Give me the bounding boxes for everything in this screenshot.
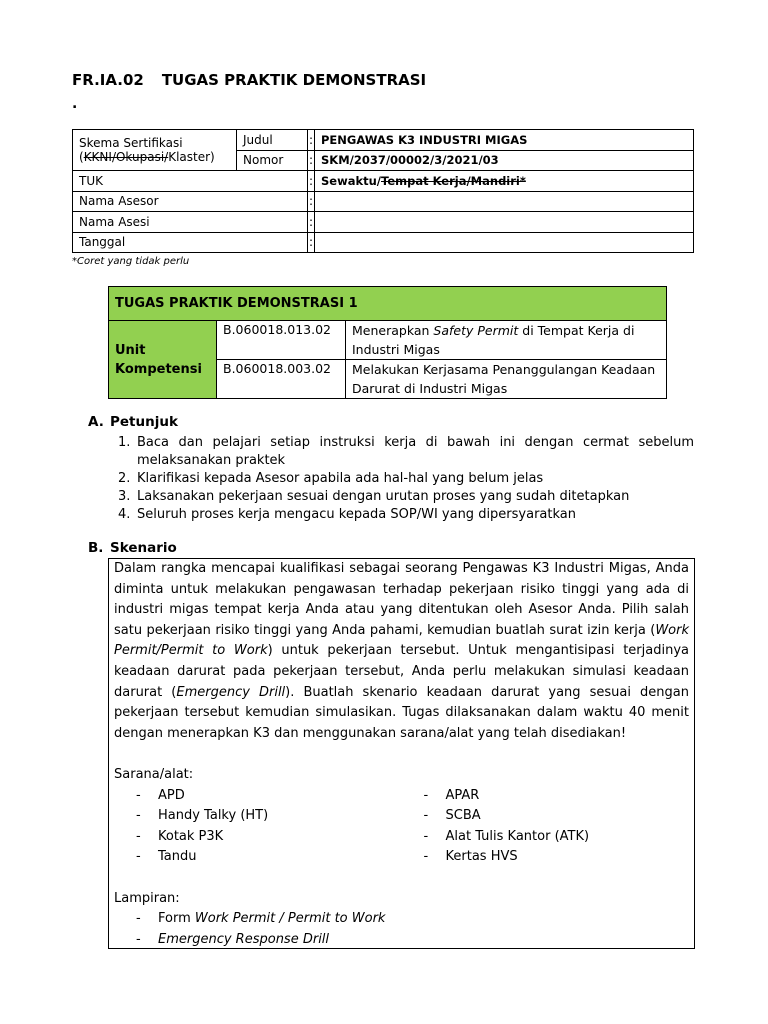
page-title — [72, 71, 426, 89]
colon: : — [308, 130, 315, 151]
form-title: TUGAS PRAKTIK DEMONSTRASI — [161, 71, 427, 89]
list-item: 2. Klarifikasi kepada Asesor apabila ada hal-hal yang belum jelas — [118, 471, 544, 486]
attachments-label: Lampiran: — [114, 890, 180, 906]
form-code: FR.IA.02 — [72, 71, 144, 89]
list-item: - Kertas HVS — [423, 849, 518, 865]
tuk-label: TUK — [73, 171, 308, 192]
list-item: - Kotak P3K — [136, 828, 224, 844]
tuk-value[interactable]: Sewaktu/Tempat Kerja/Mandiri* — [315, 171, 694, 192]
tanggal-label: Tanggal — [73, 232, 308, 253]
attachment-item[interactable]: - Emergency Response Drill — [136, 931, 330, 947]
list-item: 3. Laksanakan pekerjaan sesuai dengan urutan proses yang sudah ditetapkan — [118, 489, 630, 504]
asesi-label: Nama Asesi — [73, 212, 308, 233]
unit-code: B.060018.003.02 — [217, 360, 346, 399]
tanggal-field[interactable] — [315, 232, 694, 253]
colon: : — [308, 171, 315, 192]
nomor-value: SKM/2037/00002/3/2021/03 — [315, 150, 694, 171]
tools-label: Sarana/alat: — [114, 766, 194, 782]
colon: : — [308, 150, 315, 171]
unit-desc: Menerapkan Safety Permit di Tempat Kerja di Industri Migas — [346, 321, 667, 360]
list-item: - Alat Tulis Kantor (ATK) — [423, 828, 590, 844]
list-item: - SCBA — [423, 808, 481, 824]
task-table — [108, 286, 667, 399]
list-item: 1. Baca dan pelajari setiap instruksi kerja di bawah ini dengan cermat sebelum melaksanakan praktek — [118, 435, 694, 468]
list-item: 4. Seluruh proses kerja mengacu kepada SOP/WI yang dipersyaratkan — [118, 507, 576, 522]
unit-desc: Melakukan Kerjasama Penanggulangan Keadaan Darurat di Industri Migas — [346, 360, 667, 399]
skenario-paragraph: Dalam rangka mencapai kualifikasi sebagai seorang Pengawas K3 Industri Migas, Anda diminta untuk melakukan pengawasan terhadap pekerjaan risiko tinggi yang ada di industri migas tempat kerja Anda atau yang ditentukan oleh Asesor Anda. Pilih salah satu pekerjaan risiko tinggi yang Anda pahami, kemudian buatlah surat izin kerja (Work Permit/Permit to Work) untuk pekerjaan tersebut. Untuk mengantisipasi terjadinya keadaan darurat pada pekerjaan tersebut, Anda perlu melakukan simulasi keadaan darurat (Emergency Drill). Buatlah skenario keadaan darurat yang sesuai dengan pekerjaan tersebut kemudian simulasikan. Tugas dilaksanakan dalam waktu 40 menit dengan menerapkan K3 dan menggunakan sarana/alat yang telah disediakan! — [114, 561, 689, 741]
judul-value: PENGAWAS K3 INDUSTRI MIGAS — [315, 130, 694, 151]
petunjuk-heading: A. Petunjuk — [88, 414, 178, 430]
asesor-label: Nama Asesor — [73, 191, 308, 212]
footnote: *Coret yang tidak perlu — [72, 256, 190, 267]
list-item: - APD — [136, 787, 185, 803]
colon: : — [308, 191, 315, 212]
header-table — [72, 129, 694, 253]
unit-kompetensi-label: Unit Kompetensi — [109, 321, 217, 399]
petunjuk-list — [118, 434, 694, 524]
title-dot: . — [72, 96, 78, 112]
attachment-item[interactable]: - Form Work Permit / Permit to Work — [136, 911, 386, 927]
skema-struck: KKNI/Okupasi/ — [83, 150, 169, 164]
list-item: - Handy Talky (HT) — [136, 808, 269, 824]
nomor-label: Nomor — [237, 150, 308, 171]
tools-list — [114, 786, 689, 868]
colon: : — [308, 232, 315, 253]
list-item: - APAR — [423, 787, 480, 803]
list-item: - Tandu — [136, 849, 197, 865]
skenario-box — [108, 558, 695, 949]
unit-code: B.060018.013.02 — [217, 321, 346, 360]
asesor-field[interactable] — [315, 191, 694, 212]
skenario-heading: B. Skenario — [88, 540, 177, 556]
tuk-struck: Tempat Kerja/Mandiri* — [381, 173, 526, 188]
judul-label: Judul — [237, 130, 308, 151]
asesi-field[interactable] — [315, 212, 694, 233]
skema-label: Skema Sertifikasi (KKNI/Okupasi/Klaster) — [73, 130, 237, 171]
task-title: TUGAS PRAKTIK DEMONSTRASI 1 — [109, 287, 667, 321]
colon: : — [308, 212, 315, 233]
